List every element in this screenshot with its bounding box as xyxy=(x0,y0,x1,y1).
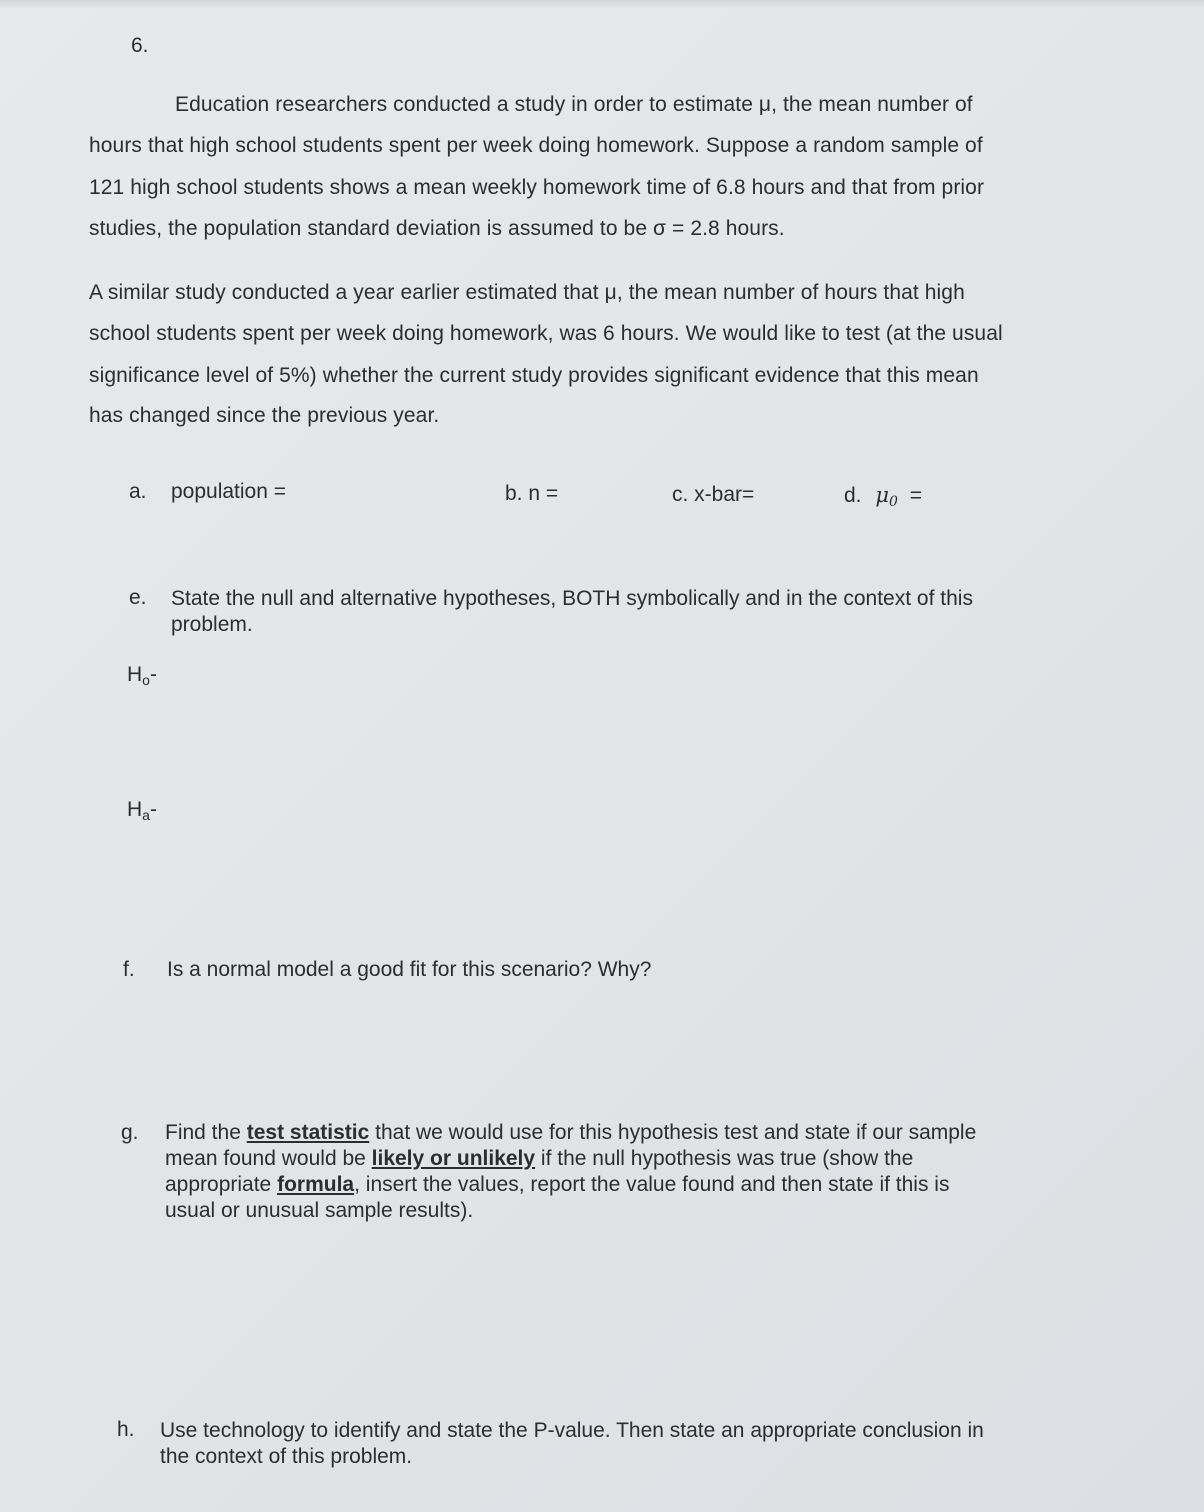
context-line: A similar study conducted a year earlier estimated that μ, the mean number of hours that high xyxy=(89,281,965,304)
part-f-text: Is a normal model a good fit for this scenario? Why? xyxy=(167,958,652,981)
alternative-hypothesis-label: $H_a-$ xyxy=(127,798,157,823)
test-statistic-emphasis: test statistic xyxy=(246,1121,370,1144)
part-d-marker: d. xyxy=(844,484,862,507)
intro-line: Education researchers conducted a study in order to estimate μ, the mean number of xyxy=(175,93,973,116)
mu-subscript: 0 xyxy=(889,494,898,510)
context-line: significance level of 5%) whether the current study provides significant evidence that this mean xyxy=(89,364,979,387)
part-g-marker: g. xyxy=(121,1121,139,1144)
likely-unlikely-emphasis: likely or unlikely xyxy=(371,1147,536,1170)
part-g-line: appropriate formula, insert the values, report the value found and then state if this is xyxy=(165,1173,950,1196)
toolbar-edge xyxy=(0,0,1204,8)
intro-line: hours that high school students spent per week doing homework. Suppose a random sample of xyxy=(89,134,983,157)
part-a-label: population = xyxy=(171,480,287,503)
mu-symbol: μ xyxy=(875,483,890,507)
part-g-line: mean found would be likely or unlikely if the null hypothesis was true (show the xyxy=(165,1147,914,1170)
part-c-label: c. x-bar= xyxy=(672,483,755,506)
part-b-label: b. n = xyxy=(505,482,559,505)
part-e-marker: e. xyxy=(129,586,147,609)
part-h-line: the context of this problem. xyxy=(160,1445,413,1468)
part-d xyxy=(844,483,922,510)
context-line: has changed since the previous year. xyxy=(89,404,440,427)
question-number: 6. xyxy=(131,34,149,57)
context-line: school students spent per week doing homework, was 6 hours. We would like to test (at the usual xyxy=(89,322,1003,345)
part-f-marker: f. xyxy=(123,958,135,981)
part-h-line: Use technology to identify and state the P-value. Then state an appropriate conclusion in xyxy=(160,1419,984,1442)
part-d-equals: = xyxy=(909,484,923,507)
part-g-line: usual or unusual sample results). xyxy=(165,1199,474,1222)
null-hypothesis-label: $H_o-$ xyxy=(127,663,157,688)
formula-emphasis: formula xyxy=(277,1173,355,1196)
part-e-line: State the null and alternative hypotheses, BOTH symbolically and in the context of this xyxy=(171,587,973,610)
part-a-marker: a. xyxy=(129,480,147,503)
intro-line: 121 high school students shows a mean weekly homework time of 6.8 hours and that from prior xyxy=(89,176,985,199)
part-e-line: problem. xyxy=(171,613,253,636)
intro-line: studies, the population standard deviation is assumed to be σ = 2.8 hours. xyxy=(89,217,785,240)
part-g-line: Find the test statistic that we would use for this hypothesis test and state if our sample xyxy=(165,1121,977,1144)
part-h-marker: h. xyxy=(117,1418,135,1441)
